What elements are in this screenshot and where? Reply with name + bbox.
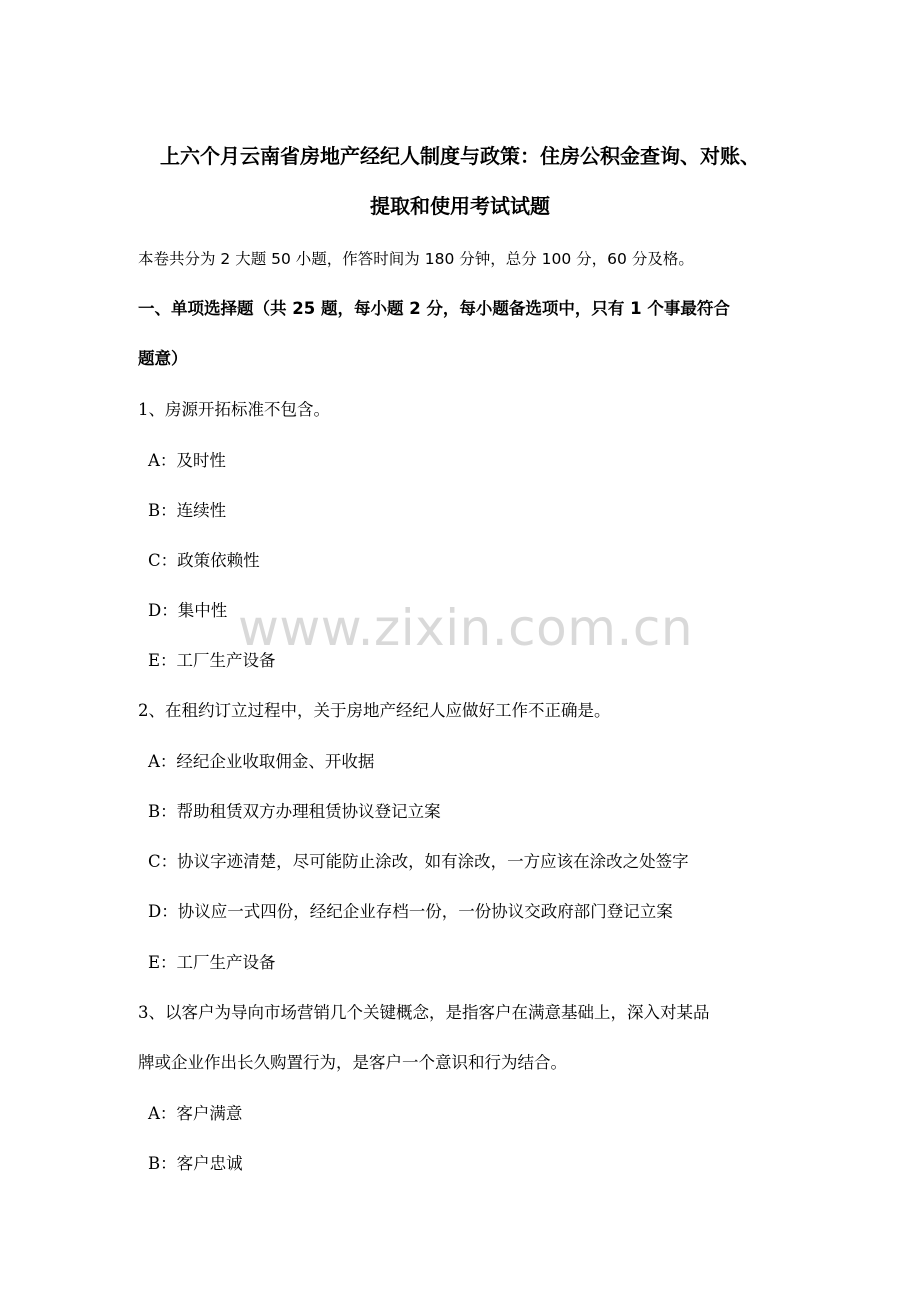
question-3-stem-line-2: 牌或企业作出长久购置行为，是客户一个意识和行为结合。: [138, 1053, 567, 1072]
question-1-option-e: E：工厂生产设备: [148, 651, 276, 670]
watermark: www.zixin.com.cn: [238, 599, 694, 657]
document-title-line-1: 上六个月云南省房地产经纪人制度与政策：住房公积金查询、对账、: [160, 144, 760, 168]
question-2-stem: 2、在租约订立过程中，关于房地产经纪人应做好工作不正确是。: [138, 701, 611, 720]
question-2-option-d: D：协议应一式四份，经纪企业存档一份，一份协议交政府部门登记立案: [148, 902, 673, 921]
question-1-option-a: A：及时性: [148, 451, 226, 470]
question-3-option-b: B：客户忠诚: [148, 1154, 243, 1173]
question-2-option-c: C：协议字迹清楚，尽可能防止涂改，如有涂改，一方应该在涂改之处签字: [148, 852, 689, 871]
question-2-option-e: E：工厂生产设备: [148, 953, 276, 972]
question-1-stem: 1、房源开拓标准不包含。: [138, 400, 330, 419]
question-1-option-c: C：政策依赖性: [148, 551, 260, 570]
question-2-option-a: A：经纪企业收取佣金、开收据: [148, 752, 375, 771]
question-3-stem-line-1: 3、以客户为导向市场营销几个关键概念，是指客户在满意基础上，深入对某品: [138, 1003, 710, 1022]
question-3-option-a: A：客户满意: [148, 1104, 243, 1123]
question-1-option-b: B：连续性: [148, 501, 227, 520]
section-heading-line-1: 一、单项选择题（共 25 题，每小题 2 分，每小题备选项中，只有 1 个事最符合: [138, 299, 730, 318]
exam-info: 本卷共分为 2 大题 50 小题，作答时间为 180 分钟，总分 100 分，60 分及格。: [138, 250, 694, 268]
question-1-option-d: D：集中性: [148, 601, 228, 620]
question-2-option-b: B：帮助租赁双方办理租赁协议登记立案: [148, 802, 441, 821]
section-heading-line-2: 题意）: [138, 349, 188, 368]
document-title-line-2: 提取和使用考试试题: [370, 194, 550, 218]
